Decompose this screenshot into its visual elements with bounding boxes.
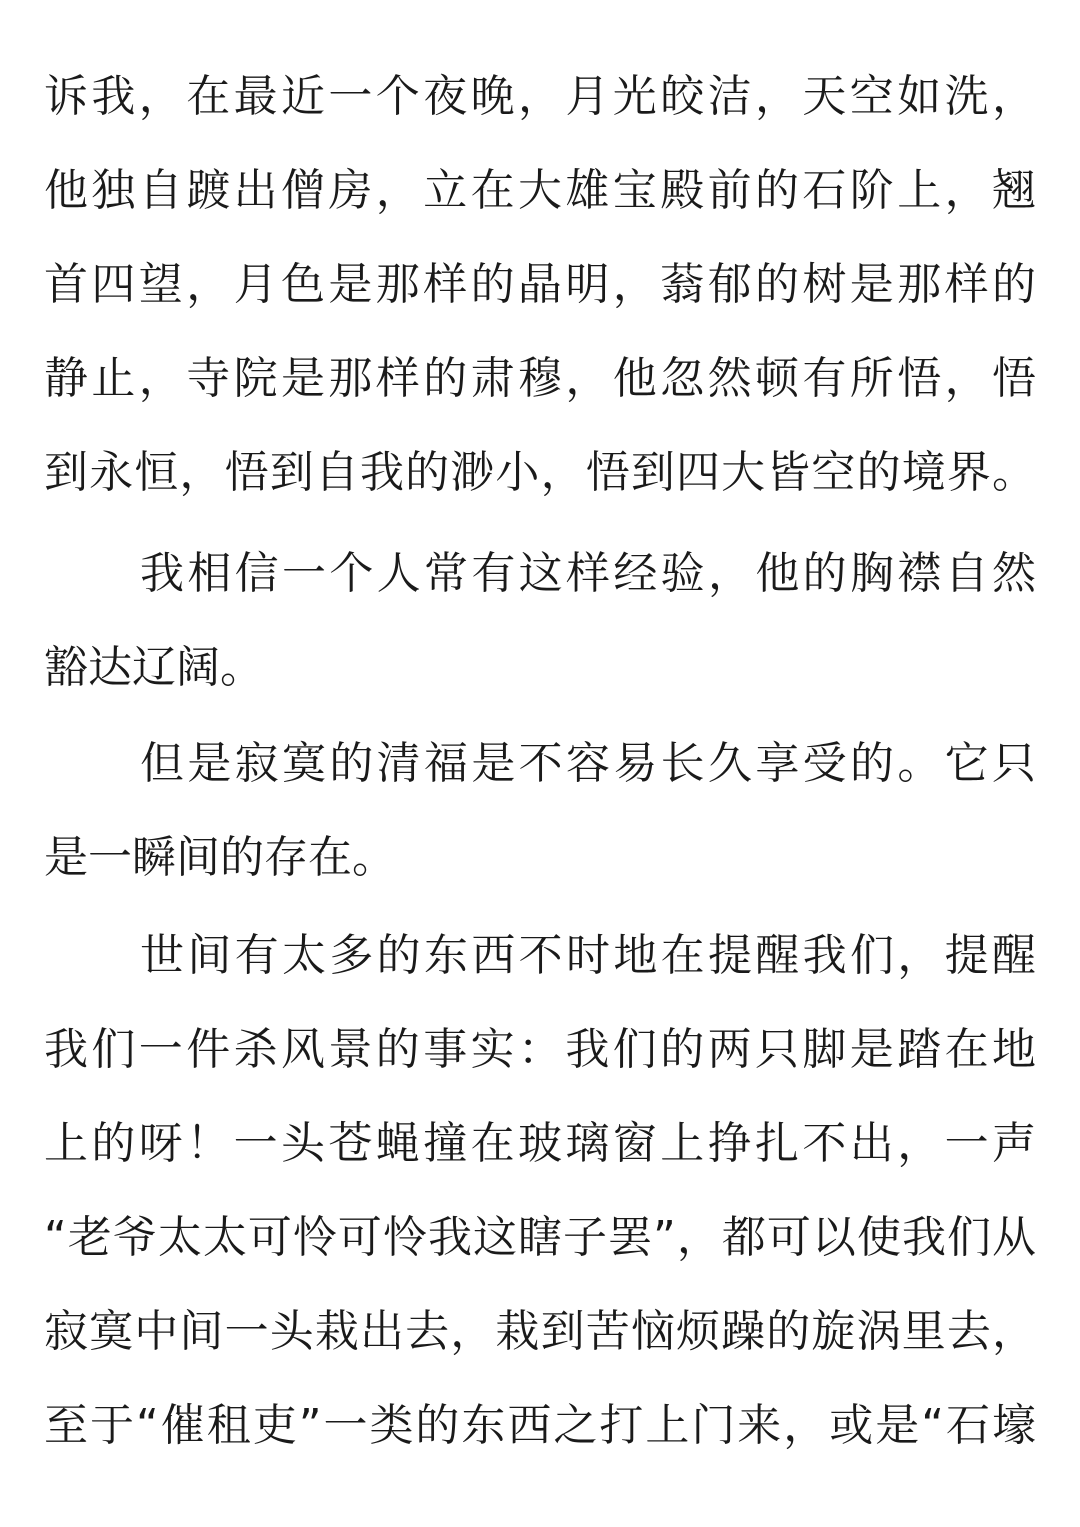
text-line xyxy=(0,1003,1080,1097)
text-line-content: 他独自踱出僧房，立在大雄宝殿前的石阶上，翘 xyxy=(44,165,1036,216)
text-line xyxy=(0,909,1080,1003)
text-line xyxy=(0,426,1080,520)
text-line xyxy=(0,527,1080,621)
text-line-content: 至于“催租吏”一类的东西之打上门来，或是“石壕 xyxy=(44,1400,1036,1451)
text-line-content: 世间有太多的东西不时地在提醒我们，提醒 xyxy=(140,930,1036,981)
text-line-content: 诉我，在最近一个夜晚，月光皎洁，天空如洗， xyxy=(44,71,1036,122)
text-line-content: 但是寂寞的清福是不容易长久享受的。它只 xyxy=(140,738,1036,789)
text-line-content: 寂寞中间一头栽出去，栽到苦恼烦躁的旋涡里去， xyxy=(44,1306,1036,1357)
text-line xyxy=(0,50,1080,144)
text-line-content: 我们一件杀风景的事实：我们的两只脚是踏在地 xyxy=(44,1024,1036,1075)
text-line xyxy=(0,621,1080,715)
text-line-content: “老爷太太可怜可怜我这瞎子罢”，都可以使我们从 xyxy=(44,1212,1036,1263)
text-line-content: 到永恒，悟到自我的渺小，悟到四大皆空的境界。 xyxy=(44,447,1036,498)
text-line xyxy=(0,1379,1080,1473)
text-line xyxy=(0,1285,1080,1379)
text-line xyxy=(0,238,1080,332)
text-line xyxy=(0,1191,1080,1285)
text-line-content: 豁达辽阔。 xyxy=(44,642,264,693)
text-line xyxy=(0,332,1080,426)
text-line-content: 我相信一个人常有这样经验，他的胸襟自然 xyxy=(140,548,1036,599)
text-line-content: 是一瞬间的存在。 xyxy=(44,832,396,883)
text-line xyxy=(0,144,1080,238)
text-line xyxy=(0,717,1080,811)
text-line-content: 静止，寺院是那样的肃穆，他忽然顿有所悟，悟 xyxy=(44,353,1036,404)
text-line-content: 首四望，月色是那样的晶明，蓊郁的树是那样的 xyxy=(44,259,1036,310)
text-line-content: 上的呀！一头苍蝇撞在玻璃窗上挣扎不出，一声 xyxy=(44,1118,1036,1169)
text-line xyxy=(0,811,1080,905)
text-line xyxy=(0,1097,1080,1191)
